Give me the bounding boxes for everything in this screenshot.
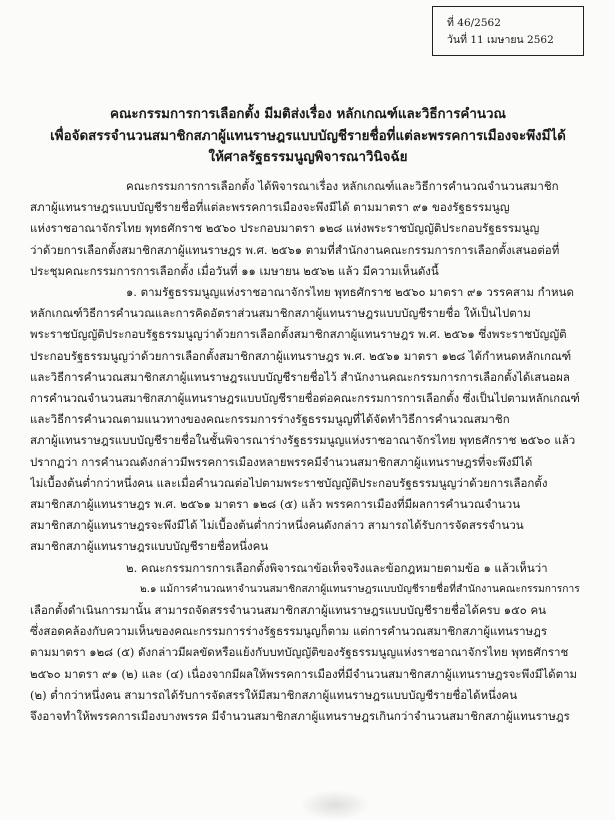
text-line: หลักเกณฑ์วิธีการคำนวณและการคิดอัตราส่วนสมาชิกสภาผู้แทนราษฎรแบบบัญชีรายชื่อ ให้เป็นไปตาม	[30, 306, 531, 321]
text-line: แห่งราชอาณาจักรไทย พุทธศักราช ๒๕๖๐ ประกอบมาตรา ๑๒๘ แห่งพระราชบัญญัติประกอบรัฐธรรมนูญ	[30, 221, 540, 236]
text-line: เลือกตั้งดำเนินการมานั้น สามารถจัดสรรจำนวนสมาชิกสภาผู้แทนราษฎรแบบบัญชีรายชื่อได้ครบ ๑๕๐ คน	[30, 603, 547, 618]
paragraph	[30, 282, 588, 558]
title-line: ให้ศาลรัฐธรรมนูญพิจารณาวินิจฉัย	[208, 149, 408, 165]
reference-date: วันที่ 11 เมษายน 2562	[447, 34, 554, 46]
paragraph	[30, 176, 588, 282]
title-line: คณะกรรมการการเลือกตั้ง มีมติส่งเรื่อง หลักเกณฑ์และวิธีการคำนวณ	[110, 106, 506, 122]
text-line: (๒) ต่ำกว่าหนึ่งคน สามารถได้รับการจัดสรรให้มีสมาชิกสภาผู้แทนราษฎรแบบบัญชีรายชื่อได้หนึ่งคน	[30, 687, 518, 702]
text-line: ๒.๑ แม้การคำนวณหาจำนวนสมาชิกสภาผู้แทนราษฎรแบบบัญชีรายชื่อที่สำนักงานคณะกรรมการการ	[140, 582, 580, 595]
text-line: ปรากฏว่า การคำนวณดังกล่าวมีพรรคการเมืองหลายพรรคมีจำนวนสมาชิกสภาผู้แทนราษฎรที่จะพึงมีได้	[30, 454, 533, 469]
text-line: ๒๕๖๐ มาตรา ๙๑ (๒) และ (๔) เนื่องจากมีผลให้พรรคการเมืองที่มีจำนวนสมาชิกสภาผู้แทนราษฎรจะพึงมีได้ตาม	[30, 666, 578, 681]
text-line: ประชุมคณะกรรมการการเลือกตั้ง เมื่อวันที่ ๑๑ เมษายน ๒๕๖๒ แล้ว มีความเห็นดังนี้	[30, 263, 439, 278]
text-line: สภาผู้แทนราษฎรแบบบัญชีรายชื่อในชั้นพิจารณาร่างรัฐธรรมนูญแห่งราชอาณาจักรไทย พุทธศักราช ๒๕๖๐ แล้ว	[30, 433, 576, 448]
text-line: และวิธีการคำนวณสมาชิกสภาผู้แทนราษฎรแบบบัญชีรายชื่อไว้ สำนักงานคณะกรรมการการเลือกตั้งได้เสนอผล	[30, 369, 570, 384]
text-line: สมาชิกสภาผู้แทนราษฎรจะพึงมีได้ ไม่เบื้องต้นต่ำกว่าหนึ่งคนดังกล่าว สามารถได้รับการจัดสรรจำนวน	[30, 518, 524, 533]
text-line: พระราชบัญญัติประกอบรัฐธรรมนูญว่าด้วยการเลือกตั้งสมาชิกสภาผู้แทนราษฎร พ.ศ. ๒๕๖๑ ซึ่งพระราชบัญญัติ	[30, 327, 567, 342]
text-line: ซึ่งสอดคล้องกับความเห็นของคณะกรรมการร่างรัฐธรรมนูญก็ตาม แต่การคำนวณสมาชิกสภาผู้แทนราษฎร	[30, 624, 548, 639]
paragraph	[30, 579, 588, 727]
text-line: คณะกรรมการการเลือกตั้ง ได้พิจารณาเรื่อง หลักเกณฑ์และวิธีการคำนวณจำนวนสมาชิก	[126, 179, 559, 193]
paragraph	[80, 558, 588, 579]
scan-smudge	[300, 790, 370, 820]
reference-box	[432, 6, 584, 56]
title-line: เพื่อจัดสรรจำนวนสมาชิกสภาผู้แทนราษฎรแบบบัญชีรายชื่อที่แต่ละพรรคการเมืองจะพึงมีได้	[50, 127, 566, 144]
reference-number: ที่ 46/2562	[447, 17, 501, 29]
text-line: ว่าด้วยการเลือกตั้งสมาชิกสภาผู้แทนราษฎร พ.ศ. ๒๕๖๑ ตามที่สำนักงานคณะกรรมการการเลือกตั้งเสนอต่อที่	[30, 242, 560, 257]
text-line: การคำนวณจำนวนสมาชิกสภาผู้แทนราษฎรแบบบัญชีรายชื่อต่อคณะกรรมการการเลือกตั้ง ซึ่งเป็นไปตามหลักเกณฑ์	[30, 392, 580, 406]
text-line: สภาผู้แทนราษฎรแบบบัญชีรายชื่อที่แต่ละพรรคการเมืองจะพึงมีได้ ตามมาตรา ๙๑ ของรัฐธรรมนูญ	[30, 200, 510, 215]
document-body	[30, 176, 588, 727]
text-line: ตามมาตรา ๑๒๘ (๕) ดังกล่าวมีผลขัดหรือแย้งกับบทบัญญัติของรัฐธรรมนูญแห่งราชอาณาจักรไทย พุทธศักราช	[30, 645, 569, 660]
text-line: สมาชิกสภาผู้แทนราษฎรแบบบัญชีรายชื่อหนึ่งคน	[30, 539, 269, 554]
text-line: ประกอบรัฐธรรมนูญว่าด้วยการเลือกตั้งสมาชิกสภาผู้แทนราษฎร พ.ศ. ๒๕๖๑ มาตรา ๑๒๘ ได้กำหนดหลักเกณฑ์	[30, 348, 572, 363]
text-line: ๒. คณะกรรมการการเลือกตั้งพิจารณาข้อเท็จจริงและข้อกฎหมายตามข้อ ๑ แล้วเห็นว่า	[126, 560, 548, 575]
text-line: และวิธีการคำนวณตามแนวทางของคณะกรรมการร่างรัฐธรรมนูญที่ได้จัดทำวิธีการคำนวณสมาชิก	[30, 412, 510, 427]
text-line: สมาชิกสภาผู้แทนราษฎร พ.ศ. ๒๕๖๑ มาตรา ๑๒๘ (๕) แล้ว พรรคการเมืองที่มีผลการคำนวณจำนวน	[30, 497, 521, 512]
text-line: ๑. ตามรัฐธรรมนูญแห่งราชอาณาจักรไทย พุทธศักราช ๒๕๖๐ มาตรา ๙๑ วรรคสาม กำหนด	[126, 285, 574, 300]
text-line: ไม่เบื้องต้นต่ำกว่าหนึ่งคน และเมื่อคำนวณต่อไปตามพระราชบัญญัติประกอบรัฐธรรมนูญว่าด้วยการเลือกตั้ง	[30, 475, 548, 490]
document-title	[30, 104, 586, 169]
text-line: จึงอาจทำให้พรรคการเมืองบางพรรค มีจำนวนสมาชิกสภาผู้แทนราษฎรเกินกว่าจำนวนสมาชิกสภาผู้แทนราษฎร	[30, 709, 570, 724]
